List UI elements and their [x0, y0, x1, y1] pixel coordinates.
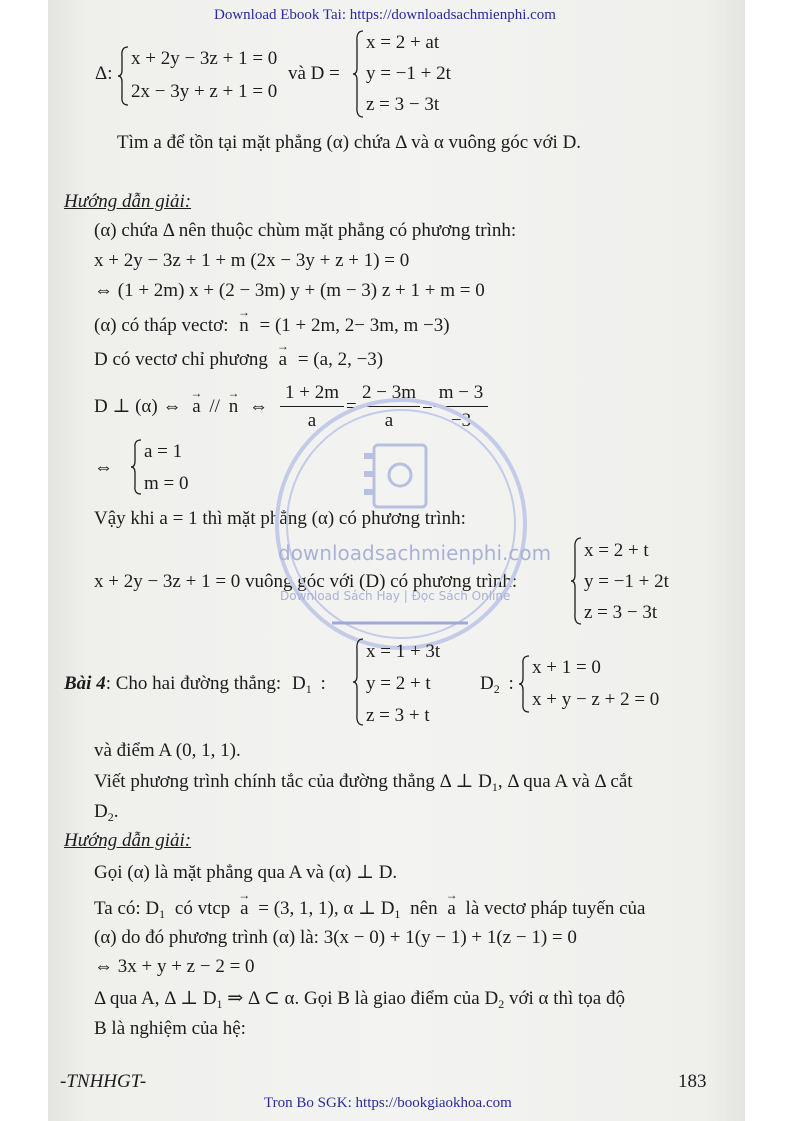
sol2-line5-sub1: 1 — [216, 997, 223, 1011]
sol1-line5-b: = (a, 2, −3) — [297, 349, 384, 370]
bai4-line1: và điểm A (0, 1, 1). — [94, 740, 241, 761]
sol2-line2-e: là vectơ pháp tuyến của — [465, 898, 646, 919]
sys2-eq1: x = 2 + at — [366, 32, 440, 53]
sol2-line5-b: ⇒ Δ ⊂ α. Gọi B là giao điểm của D — [227, 988, 499, 1009]
sol2-line1: Gọi (α) là mặt phẳng qua A và (α) ⊥ D. — [94, 862, 398, 883]
sys3-eq1: a = 1 — [144, 441, 183, 462]
brace-sys6 — [518, 655, 530, 713]
d1-label: D — [291, 673, 306, 694]
bai4-label: Bài 4 — [64, 673, 106, 694]
bai4-line — [64, 673, 326, 696]
solution-heading-1: Hướng dẫn giải: — [64, 191, 192, 212]
fraction-1-den: a — [307, 410, 317, 431]
fraction-1-num: 1 + 2m — [285, 382, 339, 403]
d2-line — [480, 673, 514, 696]
d1-colon: : — [320, 673, 326, 694]
d2-label: D — [480, 673, 494, 694]
sys4-eq2: y = −1 + 2t — [584, 571, 669, 592]
sol1-line8: Vậy khi a = 1 thì mặt phẳng (α) có phương trình: — [94, 508, 466, 529]
sol2-line2-c: = (3, 1, 1), α ⊥ D — [258, 898, 395, 919]
sys1-eq2: 2x − 3y + z + 1 = 0 — [131, 81, 278, 102]
sol2-line2-sub2: 1 — [394, 907, 401, 921]
sol1-line5 — [94, 349, 383, 371]
sol2-line4: ⇔ 3x + y + z − 2 = 0 — [94, 956, 255, 977]
sol2-line2-d: nên — [410, 898, 438, 919]
sol1-line9: x + 2y − 3z + 1 = 0 vuông góc với (D) có phương trình: — [94, 571, 518, 592]
sol1-line5-a: D có vectơ chỉ phương — [94, 349, 268, 370]
sol1-line2: x + 2y − 3z + 1 + m (2x − 3y + z + 1) = 0 — [94, 250, 410, 271]
bai4-line3-sub: 2 — [107, 810, 114, 824]
sol1-line4 — [94, 315, 450, 337]
sol2-line3: (α) do đó phương trình (α) là: 3(x − 0) + 1(y − 1) + 1(z − 1) = 0 — [94, 927, 577, 948]
equiv-symbol-1: ⇔ — [248, 396, 268, 417]
sys5-eq2: y = 2 + t — [366, 673, 431, 694]
equals-2: = — [422, 396, 433, 417]
brace-sys1 — [117, 46, 129, 106]
sys6-eq1: x + 1 = 0 — [532, 657, 601, 678]
sys5-eq3: z = 3 + t — [366, 705, 430, 726]
sys2-eq3: z = 3 − 3t — [366, 94, 440, 115]
sol2-line5-a: Δ qua A, Δ ⊥ D — [94, 988, 217, 1009]
sys2-eq2: y = −1 + 2t — [366, 63, 451, 84]
sol2-line6: B là nghiệm của hệ: — [94, 1018, 246, 1039]
brace-sys2 — [352, 30, 364, 118]
bai4-line3-d: D — [94, 801, 108, 822]
vector-a-2: → a — [192, 396, 200, 418]
sol2-line2-a: Ta có: D — [94, 898, 160, 919]
d1-sub: 1 — [305, 682, 312, 696]
d2-sub: 2 — [493, 682, 500, 696]
fraction-2-den: a — [384, 410, 394, 431]
sol1-line6-a: D ⊥ (α) ⇔ — [94, 396, 182, 417]
parallel-symbol: // — [209, 396, 220, 417]
brace-sys4 — [570, 537, 582, 625]
sys3-eq2: m = 0 — [144, 473, 189, 494]
sys1-eq1: x + 2y − 3z + 1 = 0 — [131, 48, 278, 69]
sys6-eq2: x + y − z + 2 = 0 — [532, 689, 660, 710]
equals-1: = — [346, 396, 357, 417]
sol1-line3: ⇔ (1 + 2m) x + (2 − 3m) y + (m − 3) z + 1 + m = 0 — [94, 280, 485, 301]
sol1-line4-a: (α) có tháp vectơ: — [94, 315, 229, 336]
bai4-text: : Cho hai đường thẳng: — [105, 673, 282, 694]
brace-sys5 — [352, 638, 364, 726]
bai4-line2 — [94, 771, 633, 794]
delta-label: Δ: — [95, 63, 113, 84]
footer-left-label: -TNHHGT- — [60, 1071, 147, 1092]
bai4-line2-a: Viết phương trình chính tắc của đường thẳng Δ ⊥ D — [94, 771, 492, 792]
and-d-label: và D = — [288, 63, 340, 84]
vector-n-2: → n — [229, 396, 239, 418]
vector-a-1: → a — [279, 349, 287, 371]
sol2-line2-sub1: 1 — [159, 907, 166, 921]
bai4-line3 — [94, 801, 118, 824]
watermark-site: downloadsachmienphi.com — [278, 541, 552, 565]
bai4-line2-sub: 1 — [491, 780, 498, 794]
sys4-eq1: x = 2 + t — [584, 540, 649, 561]
equiv-symbol-2: ⇔ — [94, 457, 113, 478]
sol1-line4-b: = (1 + 2m, 2− 3m, m −3) — [259, 315, 450, 336]
task-text: Tìm a để tồn tại mặt phẳng (α) chứa Δ và α vuông góc với D. — [117, 132, 582, 153]
sol2-line5-sub2: 2 — [498, 997, 505, 1011]
footer-download-link[interactable]: Tron Bo SGK: https://bookgiaokhoa.com — [264, 1095, 512, 1111]
sys5-eq1: x = 1 + 3t — [366, 641, 441, 662]
fraction-3-den: −3 — [450, 410, 472, 431]
sys4-eq3: z = 3 − 3t — [584, 602, 658, 623]
header-download-link[interactable]: Download Ebook Tai: https://downloadsachmienphi.com — [214, 7, 556, 23]
bai4-line3-dot: . — [113, 801, 119, 822]
vector-n-1: → n — [239, 315, 249, 337]
sol2-line5-c: với α thì tọa độ — [508, 988, 625, 1009]
d2-colon: : — [508, 673, 514, 694]
vector-a-4: → a — [447, 898, 455, 920]
fraction-3-num: m − 3 — [438, 382, 484, 403]
bai4-line2-b: , Δ qua A và Δ cắt — [497, 771, 633, 792]
page-number: 183 — [678, 1071, 707, 1092]
sol2-line2 — [94, 898, 645, 921]
sol1-line1: (α) chứa Δ nên thuộc chùm mặt phẳng có phương trình: — [94, 220, 517, 241]
watermark-tagline: Download Sách Hay | Đọc Sách Online — [280, 589, 511, 603]
vector-a-3: → a — [240, 898, 248, 920]
fraction-2-num: 2 − 3m — [362, 382, 416, 403]
sol2-line2-b: có vtcp — [174, 898, 231, 919]
sol1-line6 — [94, 396, 268, 418]
sol2-line5 — [94, 988, 625, 1011]
solution-heading-2: Hướng dẫn giải: — [64, 830, 192, 851]
watermark-logo — [272, 395, 530, 653]
brace-sys3 — [130, 439, 142, 495]
